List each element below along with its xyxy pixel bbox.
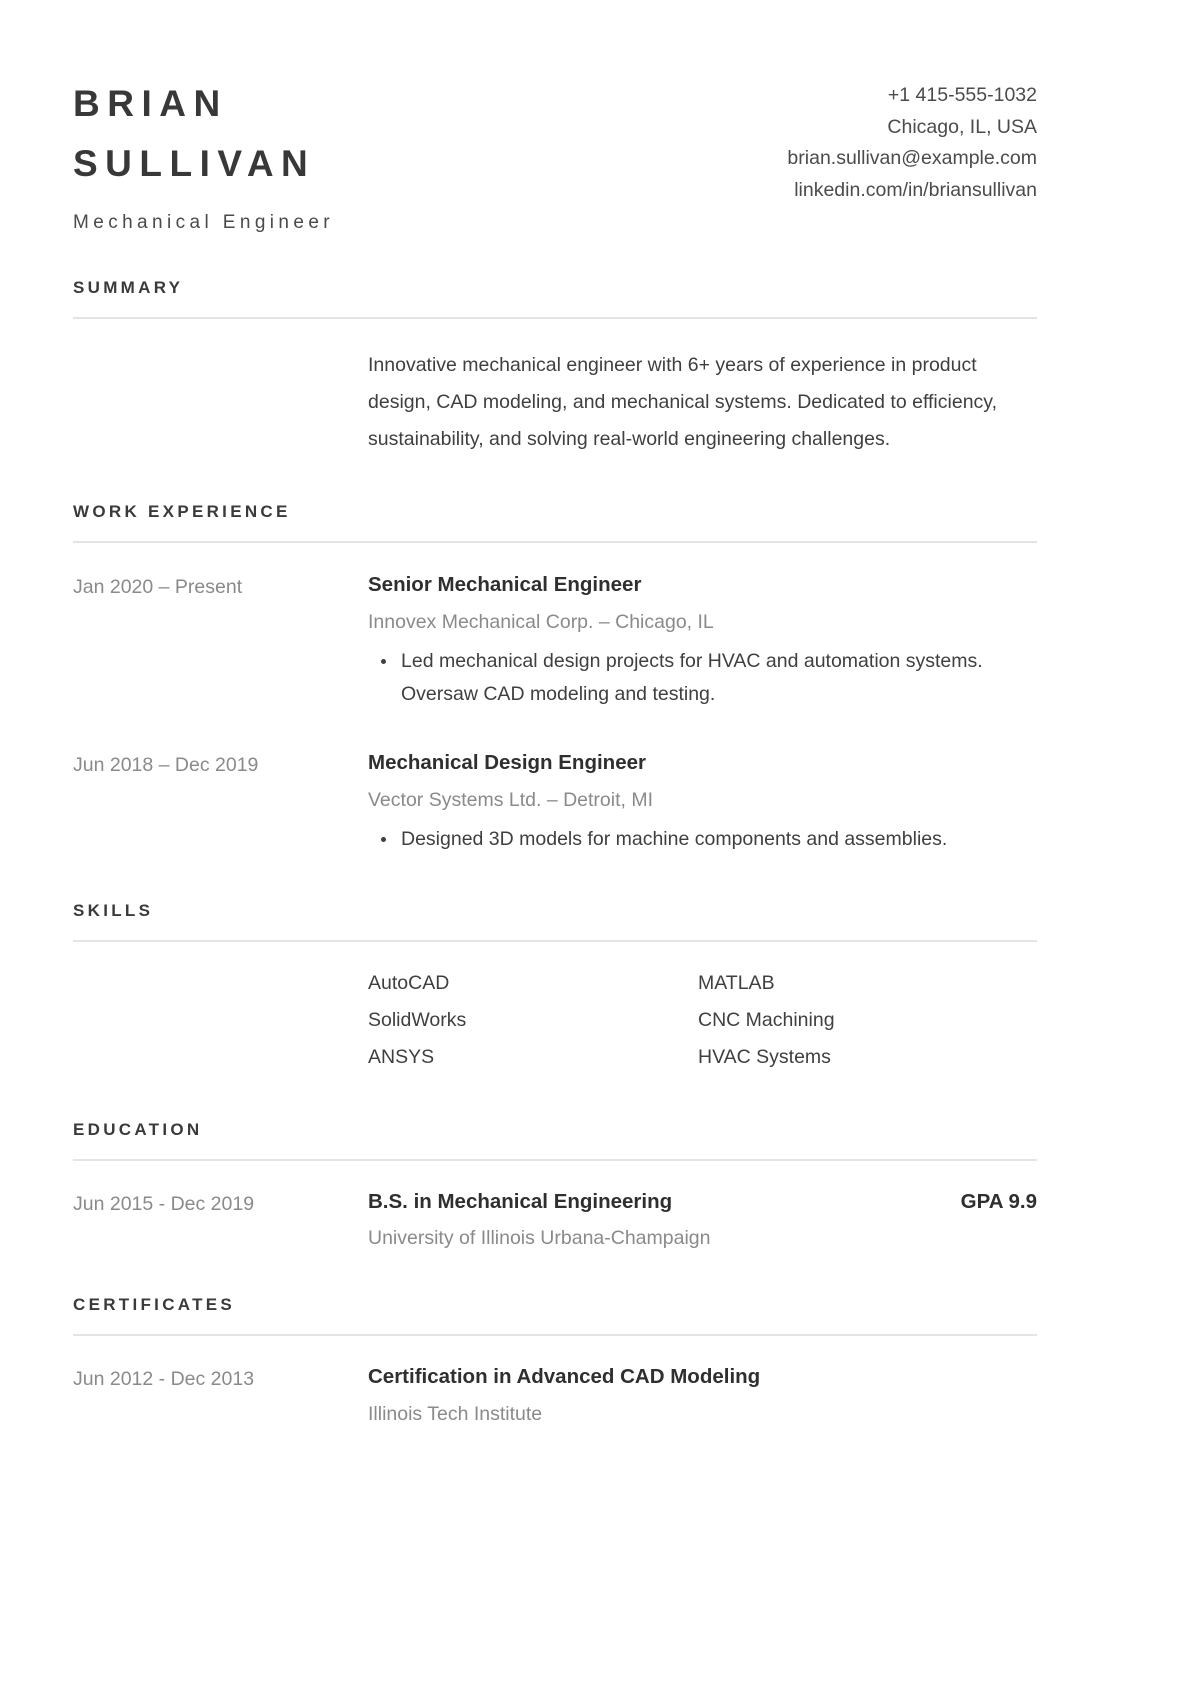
education-entry-gpa: GPA 9.9 — [960, 1189, 1037, 1213]
summary-row — [73, 319, 1037, 459]
name-last: SULLIVAN — [73, 142, 316, 184]
certificate-entry — [73, 1336, 1037, 1428]
work-entry-dates: Jan 2020 – Present — [73, 575, 243, 598]
section-divider — [73, 541, 1037, 543]
contact-location: Chicago, IL, USA — [887, 115, 1037, 138]
certificate-entry-title: Certification in Advanced CAD Modeling — [368, 1365, 761, 1389]
certificate-entry-dates: Jun 2012 - Dec 2013 — [73, 1368, 255, 1391]
skill-item: CNC Machining — [698, 1009, 835, 1032]
education-entry-dates: Jun 2015 - Dec 2019 — [73, 1192, 255, 1215]
name-first: BRIAN — [73, 83, 228, 124]
section-heading-certificates: CERTIFICATES — [73, 1295, 236, 1315]
skills-label-column — [73, 965, 368, 967]
work-entry-dates: Jun 2018 – Dec 2019 — [73, 753, 259, 776]
work-entry-title: Senior Mechanical Engineer — [368, 572, 642, 596]
work-entry-content — [368, 571, 1037, 714]
section-heading-skills: SKILLS — [73, 901, 154, 921]
certificate-entry-issuer: Illinois Tech Institute — [368, 1403, 543, 1426]
education-entry — [73, 1161, 1037, 1253]
work-entry — [73, 749, 1037, 858]
section-education — [73, 1120, 1037, 1253]
work-entry-title: Mechanical Design Engineer — [368, 750, 646, 774]
work-entry-content — [368, 749, 1037, 858]
skills-row — [73, 942, 1037, 1076]
skill-item: HVAC Systems — [698, 1046, 831, 1069]
summary-label-column — [73, 347, 368, 349]
skill-item: AutoCAD — [368, 972, 450, 995]
section-heading-summary: SUMMARY — [73, 277, 184, 297]
education-entry-content — [368, 1188, 1037, 1253]
section-work-experience — [73, 502, 1037, 859]
resume-header — [73, 62, 1037, 236]
skill-item: ANSYS — [368, 1046, 435, 1069]
work-entry-bullets — [368, 645, 1037, 712]
section-heading-work-experience: WORK EXPERIENCE — [73, 501, 291, 521]
education-entry-degree: B.S. in Mechanical Engineering — [368, 1189, 673, 1213]
identity-block — [73, 62, 334, 236]
skill-item: SolidWorks — [368, 1009, 467, 1032]
education-entry-head — [368, 1188, 1037, 1217]
education-entry-school: University of Illinois Urbana-Champaign — [368, 1227, 711, 1250]
section-certificates — [73, 1295, 1037, 1428]
contact-block — [787, 62, 1037, 206]
summary-text: Innovative mechanical engineer with 6+ years of experience in product design, CAD modeling, and mechanical systems. Dedicated to efficiency, sustainability, and solving real-world engineering challenges. — [368, 353, 998, 451]
list-item: Led mechanical design projects for HVAC and automation systems. Oversaw CAD modeling and testing. — [368, 645, 1037, 712]
summary-content-column — [368, 347, 1037, 459]
contact-linkedin[interactable]: linkedin.com/in/briansullivan — [794, 178, 1037, 201]
contact-email[interactable]: brian.sullivan@example.com — [787, 147, 1037, 170]
work-entry-bullets — [368, 823, 1037, 857]
contact-phone: +1 415-555-1032 — [887, 84, 1037, 106]
skills-content-column — [368, 965, 1037, 1076]
skills-grid — [368, 965, 1037, 1076]
section-heading-education: EDUCATION — [73, 1119, 203, 1139]
skill-item: MATLAB — [698, 972, 775, 995]
work-entry-company: Vector Systems Ltd. – Detroit, MI — [368, 788, 654, 811]
section-skills — [73, 901, 1037, 1076]
work-entry-company: Innovex Mechanical Corp. – Chicago, IL — [368, 610, 714, 633]
section-summary — [73, 278, 1037, 459]
certificate-entry-content — [368, 1363, 1037, 1428]
list-item: Designed 3D models for machine components and assemblies. — [368, 823, 1037, 857]
work-entry — [73, 571, 1037, 714]
job-title: Mechanical Engineer — [73, 211, 335, 233]
